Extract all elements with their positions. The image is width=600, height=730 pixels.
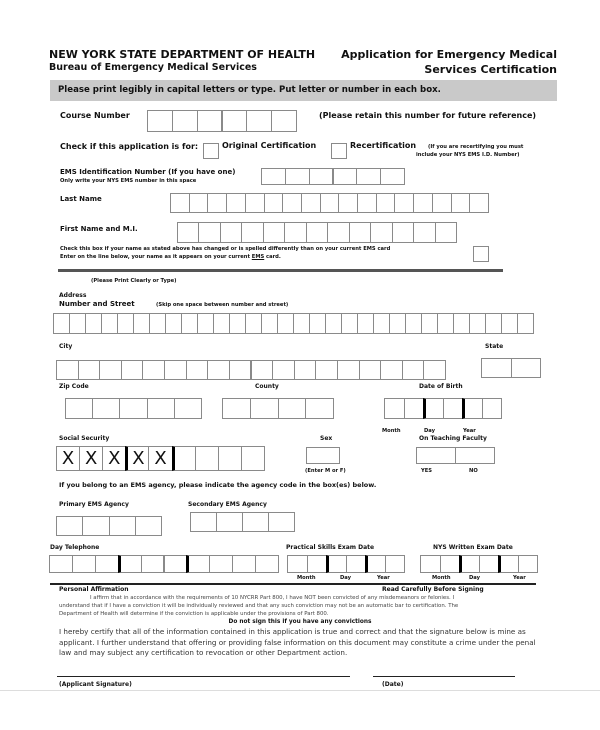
zip-box[interactable] [119,398,147,419]
county-box[interactable] [305,398,334,419]
certification-paragraph [59,627,536,659]
ems-id-box[interactable] [356,168,381,185]
written-day-label: Day [469,575,481,581]
ems-id-box[interactable] [285,168,310,185]
last-name-box[interactable] [394,193,414,213]
zip-box[interactable] [92,398,120,419]
affirmation-divider [50,583,536,585]
ssn-box[interactable] [172,446,196,471]
day-telephone-box[interactable] [118,555,142,573]
city-box[interactable] [423,360,446,380]
zip-box[interactable] [174,398,202,419]
ssn-box[interactable] [218,446,242,471]
dob-box[interactable] [423,398,444,419]
primary-agency-label: Primary EMS Agency [59,501,129,508]
address-box[interactable] [485,313,502,334]
city-box[interactable] [337,360,360,380]
first-name-box[interactable] [435,222,457,243]
written-exam-date-box[interactable] [459,555,480,573]
last-name-box[interactable] [469,193,489,213]
course-number-note: (Please retain this number for future reference) [319,111,537,120]
dob-label: Date of Birth [419,383,463,390]
last-name-box[interactable] [338,193,358,213]
day-telephone-box[interactable] [95,555,119,573]
last-name-box[interactable] [451,193,471,213]
number-street-label: Number and Street [59,300,135,308]
previous-name-line[interactable] [58,269,503,272]
first-name-box[interactable] [349,222,371,243]
first-name-box[interactable] [263,222,285,243]
secondary-agency-label: Secondary EMS Agency [188,501,267,508]
course-number-box[interactable] [172,110,198,132]
dob-month-label: Month [382,428,401,434]
zip-label: Zip Code [59,383,89,390]
day-telephone-box[interactable] [72,555,96,573]
dob-box[interactable] [404,398,425,419]
day-telephone-box[interactable] [255,555,279,573]
practical-exam-date-box[interactable] [287,555,308,573]
course-number-box[interactable] [271,110,297,132]
dob-year-label: Year [463,428,476,434]
city-label: City [59,343,73,350]
teaching-faculty-label: On Teaching Faculty [419,435,487,442]
day-telephone-box[interactable] [164,555,188,573]
address-box[interactable] [389,313,406,334]
written-exam-date-box[interactable] [479,555,500,573]
date-label: (Date) [382,681,404,688]
first-name-box[interactable] [306,222,328,243]
address-box[interactable] [229,313,246,334]
name-change-checkbox[interactable] [473,246,489,262]
form-title-line2: Services Certification [424,63,557,76]
signature-line[interactable] [57,676,350,677]
course-number-label: Course Number [60,111,130,120]
sex-label: Sex [320,435,333,442]
affirmation-title: Personal Affirmation [59,586,129,593]
state-box[interactable] [481,358,512,378]
address-box[interactable] [149,313,166,334]
first-name-box[interactable] [284,222,306,243]
yes-label: YES [421,468,433,474]
affirmation-line1: I affirm that in accordance with the requirements of 10 NYCRR Part 800, I have NOT been convicted of any misdemeanors or felonies. I [90,595,455,601]
last-name-box[interactable] [357,193,377,213]
address-box[interactable] [245,313,262,334]
day-telephone-box[interactable] [232,555,256,573]
ssn-box[interactable] [241,446,265,471]
signature-label: (Applicant Signature) [59,681,132,688]
dob-box[interactable] [482,398,503,419]
address-box[interactable] [373,313,390,334]
practical-exam-date-box[interactable] [326,555,347,573]
course-number-box[interactable] [147,110,173,132]
course-number-box[interactable] [197,110,223,132]
check-application-label: Check if this application is for: [60,142,199,151]
dob-box[interactable] [384,398,405,419]
ssn-box[interactable]: X [102,446,126,471]
address-box[interactable] [117,313,134,334]
ssn-label: Social Security [59,435,110,442]
written-exam-date-box[interactable] [498,555,519,573]
written-exam-date-box[interactable] [420,555,441,573]
primary-agency-box[interactable] [109,516,136,536]
address-box[interactable] [197,313,214,334]
state-box[interactable] [511,358,542,378]
address-box[interactable] [165,313,182,334]
name-change-ems: EMS [251,254,265,260]
first-name-box[interactable] [413,222,435,243]
city-box[interactable] [56,360,79,380]
last-name-box[interactable] [413,193,433,213]
address-box[interactable] [309,313,326,334]
city-box[interactable] [251,360,274,380]
city-box[interactable] [294,360,317,380]
zip-box[interactable] [147,398,175,419]
city-box[interactable] [272,360,295,380]
written-year-label: Year [513,575,526,581]
course-number-box[interactable] [222,110,248,132]
city-box[interactable] [207,360,230,380]
date-line[interactable] [373,676,515,677]
secondary-agency-box[interactable] [190,512,217,532]
first-name-box[interactable] [177,222,199,243]
address-box[interactable] [293,313,310,334]
ssn-box[interactable]: X [125,446,149,471]
ssn-box[interactable] [195,446,219,471]
last-name-box[interactable] [432,193,452,213]
county-label: County [255,383,279,390]
primary-agency-box[interactable] [135,516,162,536]
skip-space-note: (Skip one space between number and street) [156,302,289,308]
address-box[interactable] [325,313,342,334]
address-box[interactable] [213,313,230,334]
course-number-box[interactable] [246,110,272,132]
city-box[interactable] [99,360,122,380]
city-box[interactable] [78,360,101,380]
recertification-label: Recertification [350,141,417,150]
original-certification-checkbox[interactable] [203,143,219,159]
last-name-box[interactable] [264,193,284,213]
no-convictions-warning: Do not sign this if you have any convictions [228,619,372,625]
address-box[interactable] [405,313,422,334]
certification-line1: I hereby certify that all of the information contained in this application is true and correct and that the signature below is mine as [59,627,526,636]
department-name: NEW YORK STATE DEPARTMENT OF HEALTH [49,48,316,61]
certification-line2: applicant. I further understand that offering or providing false information on this document may constitute a crime under the penal [59,637,536,647]
name-change-text-end: card. [264,254,281,260]
practical-exam-date-box[interactable] [307,555,328,573]
first-name-box[interactable] [392,222,414,243]
address-label: Address [59,292,87,299]
address-box[interactable] [453,313,470,334]
print-clearly-note: (Please Print Clearly or Type) [91,278,177,284]
address-box[interactable] [469,313,486,334]
teaching-faculty-box[interactable] [416,447,456,464]
day-telephone-box[interactable] [141,555,165,573]
primary-agency-box[interactable] [82,516,109,536]
affirmation-line2: understand that if I have a conviction it will be individually reviewed and that any such conviction may not be an automatic bar to certification. The [59,603,459,609]
address-box[interactable] [501,313,518,334]
agency-note: If you belong to an EMS agency, please indicate the agency code in the box(es) below. [59,481,377,489]
practical-exam-label: Practical Skills Exam Date [286,544,375,551]
practical-month-label: Month [297,575,316,581]
first-name-box[interactable] [198,222,220,243]
city-box[interactable] [315,360,338,380]
primary-agency-box[interactable] [56,516,83,536]
ems-id-note: Only write your NYS EMS number in this space [60,178,197,184]
secondary-agency-box[interactable] [216,512,243,532]
practical-exam-date-box[interactable] [385,555,406,573]
last-name-box[interactable] [301,193,321,213]
recert-note-line1: (If you are recertifying you must [428,144,524,150]
first-name-box[interactable] [220,222,242,243]
day-telephone-box[interactable] [49,555,73,573]
ssn-box[interactable]: X [148,446,172,471]
dob-day-label: Day [424,428,436,434]
secondary-agency-box[interactable] [268,512,295,532]
affirmation-paragraph [59,594,458,618]
address-box[interactable] [53,313,70,334]
certification-line3: law and may subject any certification to revocation or other Department action. [59,648,348,657]
name-change-note1: Check this box if your name as stated above has changed or is spelled differently than on your current EMS card [60,246,391,252]
practical-day-label: Day [340,575,352,581]
city-box[interactable] [121,360,144,380]
written-exam-label: NYS Written Exam Date [433,544,513,551]
day-telephone-box[interactable] [209,555,233,573]
last-name-box[interactable] [245,193,265,213]
first-name-box[interactable] [241,222,263,243]
practical-year-label: Year [377,575,390,581]
last-name-box[interactable] [320,193,340,213]
written-month-label: Month [432,575,451,581]
practical-exam-date-box[interactable] [346,555,367,573]
first-name-box[interactable] [370,222,392,243]
day-telephone-box[interactable] [186,555,210,573]
first-name-box[interactable] [327,222,349,243]
city-box[interactable] [359,360,382,380]
dob-box[interactable] [443,398,464,419]
last-name-label: Last Name [60,195,102,203]
sex-box[interactable] [306,447,340,464]
address-box[interactable] [277,313,294,334]
county-box[interactable] [278,398,307,419]
day-telephone-label: Day Telephone [50,544,100,551]
secondary-agency-box[interactable] [242,512,269,532]
form-title-line1: Application for Emergency Medical [341,48,557,61]
city-box[interactable] [142,360,165,380]
last-name-box[interactable] [170,193,190,213]
last-name-box[interactable] [189,193,209,213]
city-box[interactable] [186,360,209,380]
last-name-box[interactable] [226,193,246,213]
city-box[interactable] [164,360,187,380]
address-box[interactable] [421,313,438,334]
address-box[interactable] [437,313,454,334]
sex-note: (Enter M or F) [305,468,346,474]
county-box[interactable] [250,398,279,419]
ems-id-box[interactable] [380,168,405,185]
address-box[interactable] [181,313,198,334]
first-name-label: First Name and M.I. [60,225,138,233]
page-edge [0,690,600,691]
ssn-box[interactable]: X [79,446,103,471]
address-box[interactable] [517,313,534,334]
last-name-box[interactable] [207,193,227,213]
county-box[interactable] [222,398,251,419]
ems-id-box[interactable] [261,168,286,185]
recertification-checkbox[interactable] [331,143,347,159]
city-box[interactable] [402,360,425,380]
recert-note-line2: include your NYS EMS I.D. Number) [416,152,520,158]
written-exam-date-box[interactable] [440,555,461,573]
teaching-faculty-box[interactable] [455,447,495,464]
address-box[interactable] [101,313,118,334]
ems-id-box[interactable] [309,168,334,185]
ems-id-box[interactable] [333,168,358,185]
practical-exam-date-box[interactable] [365,555,386,573]
address-box[interactable] [69,313,86,334]
address-box[interactable] [133,313,150,334]
ems-id-label: EMS Identification Number (If you have one) [60,168,236,176]
name-change-note2 [60,254,281,260]
no-label: NO [469,468,478,474]
original-certification-label: Original Certification [222,141,317,150]
dob-box[interactable] [462,398,483,419]
zip-box[interactable] [65,398,93,419]
affirmation-line3: Department of Health will determine if the conviction is applicable under the provisions of Part 800. [59,611,329,617]
name-change-text: Enter on the line below, your name as it appears on your current [60,254,252,260]
state-label: State [485,343,504,350]
address-box[interactable] [341,313,358,334]
instructions: Please print legibly in capital letters or type. Put letter or number in each box. [58,85,441,95]
city-box[interactable] [380,360,403,380]
read-carefully-label: Read Carefully Before Signing [382,586,484,593]
last-name-box[interactable] [376,193,396,213]
bureau-name: Bureau of Emergency Medical Services [49,62,257,73]
address-box[interactable] [261,313,278,334]
city-box[interactable] [229,360,252,380]
address-box[interactable] [85,313,102,334]
last-name-box[interactable] [282,193,302,213]
address-box[interactable] [357,313,374,334]
written-exam-date-box[interactable] [518,555,539,573]
ssn-box[interactable]: X [56,446,80,471]
